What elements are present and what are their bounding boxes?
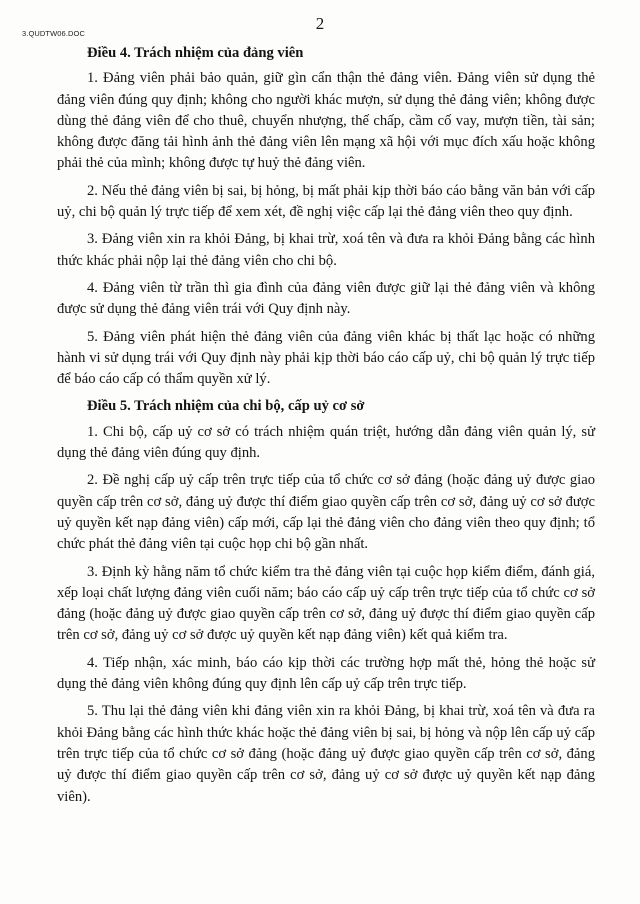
article-5-heading: Điều 5. Trách nhiệm của chi bộ, cấp uỷ cơ sở	[87, 398, 365, 415]
article-5-clause-1: 1. Chi bộ, cấp uỷ cơ sở có trách nhiệm quán triệt, hướng dẫn đảng viên quản lý, sử dụng thẻ đảng viên đúng quy định.	[57, 423, 595, 462]
article-5-clause-3: 3. Định kỳ hằng năm tổ chức kiểm tra thẻ đảng viên tại cuộc họp kiểm điểm, đánh giá, xếp loại chất lượng đảng viên cuối năm; báo cáo cấp uỷ cấp trên trực tiếp của tổ chức cơ sở đảng (hoặc đảng uỷ được giao quyền cấp trên cơ sở, đảng uỷ được thí điểm giao quyền cấp trên cơ sở, đảng uỷ cơ sở được uỷ quyền kết nạp đảng viên) kết quả kiểm tra.	[57, 563, 595, 644]
article-4	[57, 43, 595, 390]
article-4-clause-5: 5. Đảng viên phát hiện thẻ đảng viên của đảng viên khác bị thất lạc hoặc có những hành vi sử dụng trái với Quy định này phải kịp thời báo cáo cấp uỷ, chi bộ quản lý trực tiếp để báo cáo cấp có thẩm quyền xử lý.	[57, 328, 595, 388]
article-4-clause-4: 4. Đảng viên từ trần thì gia đình của đảng viên được giữ lại thẻ đảng viên và không được sử dụng thẻ đảng viên trái với Quy định này.	[57, 279, 595, 318]
article-4-clause-3: 3. Đảng viên xin ra khỏi Đảng, bị khai trừ, xoá tên và đưa ra khỏi Đảng bằng các hình thức khác phải nộp lại thẻ đảng viên cho chi bộ.	[57, 231, 595, 269]
article-5	[57, 396, 595, 807]
article-4-clause-2: 2. Nếu thẻ đảng viên bị sai, bị hỏng, bị mất phải kịp thời báo cáo bằng văn bản với cấp uỷ, chi bộ quản lý trực tiếp để xem xét, đề nghị việc cấp lại thẻ đảng viên theo quy định.	[57, 182, 595, 221]
page-number: 2	[315, 14, 325, 33]
document-code: 3.QUDTW06.DOC	[22, 29, 85, 38]
article-4-clause-1: 1. Đảng viên phải bảo quản, giữ gìn cẩn thận thẻ đảng viên. Đảng viên sử dụng thẻ đảng viên đúng quy định; không cho người khác mượn, sử dụng thẻ đảng viên; không được dùng thẻ đảng viên để cho thuê, chuyển nhượng, thế chấp, cầm cố vay, mượn tiền, tài sản; không được đăng tải hình ảnh thẻ đảng viên lên mạng xã hội với mục đích xấu hoặc không phải thẻ của mình; không được tự huỷ thẻ đảng viên.	[57, 70, 595, 172]
document-body	[57, 43, 595, 814]
article-5-clause-5: 5. Thu lại thẻ đảng viên khi đảng viên xin ra khỏi Đảng, bị khai trừ, xoá tên và đưa ra khỏi Đảng bằng các hình thức khác hoặc thẻ đảng viên bị sai, bị hỏng và nộp lên cấp uỷ cấp trên trực tiếp của tổ chức cơ sở đảng (hoặc đảng uỷ được giao quyền cấp trên cơ sở, đảng uỷ được thí điểm giao quyền cấp trên cơ sở, đảng uỷ cơ sở được uỷ quyền kết nạp đảng viên).	[57, 703, 595, 805]
article-5-clause-2: 2. Đề nghị cấp uỷ cấp trên trực tiếp của tổ chức cơ sở đảng (hoặc đảng uỷ được giao quyền cấp trên cơ sở, đảng uỷ được thí điểm giao quyền cấp trên cơ sở, đảng uỷ cơ sở được uỷ quyền kết nạp đảng viên) cấp mới, cấp lại thẻ đảng viên cho đảng viên theo quy định; tổ chức phát thẻ đảng viên tại cuộc họp chi bộ gần nhất.	[57, 472, 595, 553]
article-4-heading: Điều 4. Trách nhiệm của đảng viên	[87, 45, 304, 61]
article-5-clause-4: 4. Tiếp nhận, xác minh, báo cáo kịp thời các trường hợp mất thẻ, hỏng thẻ hoặc sử dụng thẻ đảng viên không đúng quy định lên cấp uỷ cấp trên trực tiếp.	[57, 654, 595, 693]
